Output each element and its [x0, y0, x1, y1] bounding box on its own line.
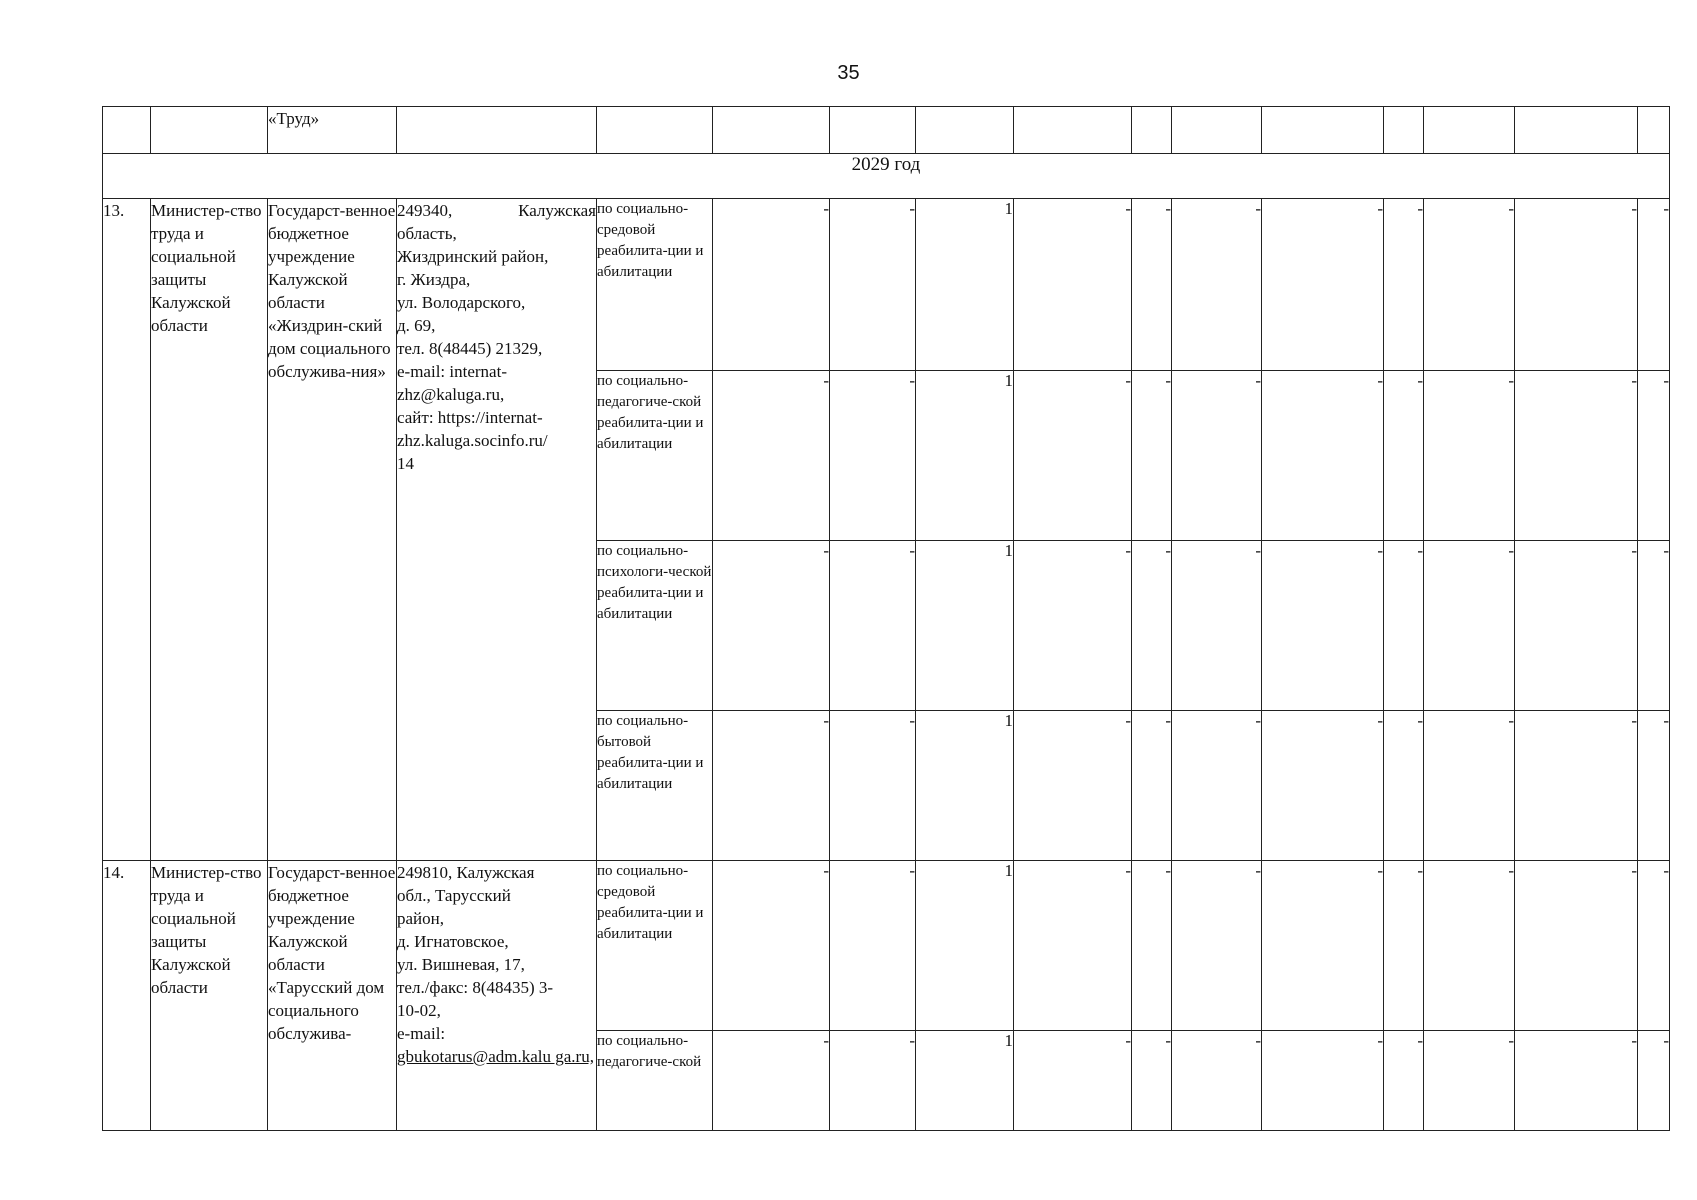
value-cell: - [713, 371, 830, 541]
value-cell: - [1172, 861, 1262, 1031]
value-cell: - [1515, 711, 1638, 861]
value-cell: - [1638, 199, 1670, 371]
value-cell: - [830, 541, 916, 711]
value-cell: - [1424, 1031, 1515, 1131]
value-cell: - [1424, 541, 1515, 711]
value-cell: - [1132, 371, 1172, 541]
email-link[interactable]: gbukotarus@adm.kalu ga.ru, [397, 1047, 594, 1066]
address-cell [397, 199, 597, 861]
value-cell: 1 [916, 199, 1014, 371]
value-cell: - [1172, 199, 1262, 371]
address-line: район, [397, 909, 444, 928]
value-cell: - [1515, 541, 1638, 711]
value-cell: 1 [916, 1031, 1014, 1131]
value-cell: - [1424, 861, 1515, 1031]
cell [713, 107, 830, 154]
ministry-cell: Министер-ство труда и социальной защиты Калужской области [151, 199, 268, 861]
value-cell: - [1262, 711, 1384, 861]
address-line: сайт: https://internat- [397, 408, 543, 427]
address-line: обл., Тарусский [397, 886, 511, 905]
service-name: по социально-средовой реабилита-ции и абилитации [597, 861, 713, 1031]
service-name: по социально-средовой реабилита-ции и абилитации [597, 199, 713, 371]
address-line: ул. Вишневая, 17, [397, 955, 525, 974]
value-cell: - [1132, 861, 1172, 1031]
value-cell: - [1014, 1031, 1132, 1131]
page-number: 35 [837, 62, 860, 84]
service-name: по социально-бытовой реабилита-ции и абилитации [597, 711, 713, 861]
cell [1384, 107, 1424, 154]
value-cell: - [830, 1031, 916, 1131]
value-cell: - [1384, 711, 1424, 861]
table-row [103, 861, 1670, 1031]
address-line: Жиздринский район, [397, 247, 549, 266]
address-line: 249340, Калужская область, [397, 201, 596, 243]
institution-cont-cell: «Труд» [268, 107, 397, 154]
table-row [103, 199, 1670, 371]
value-cell: - [1515, 371, 1638, 541]
cell [151, 107, 268, 154]
value-cell: - [1014, 371, 1132, 541]
value-cell: - [1424, 199, 1515, 371]
value-cell: - [1262, 861, 1384, 1031]
value-cell: - [1424, 711, 1515, 861]
value-cell: - [1638, 711, 1670, 861]
service-name: по социально-педагогиче-ской [597, 1031, 713, 1131]
address-cell [397, 861, 597, 1131]
cell [103, 107, 151, 154]
value-cell: - [1384, 861, 1424, 1031]
address-line: тел. 8(48445) 21329, [397, 339, 543, 358]
value-cell: - [713, 861, 830, 1031]
value-cell: - [1384, 541, 1424, 711]
value-cell: - [1262, 199, 1384, 371]
value-cell: 1 [916, 541, 1014, 711]
value-cell: - [1638, 371, 1670, 541]
entry-number: 14. [103, 861, 151, 1131]
address-line: д. Игнатовское, [397, 932, 509, 951]
year-label: 2029 год [103, 154, 1670, 199]
value-cell: 1 [916, 711, 1014, 861]
address-line: г. Жиздра, [397, 270, 471, 289]
value-cell: - [1638, 1031, 1670, 1131]
value-cell: - [1515, 861, 1638, 1031]
address-line: zhz.kaluga.socinfo.ru/ [397, 431, 548, 450]
value-cell: - [713, 541, 830, 711]
value-cell: - [830, 199, 916, 371]
value-cell: - [1384, 371, 1424, 541]
continuation-row [103, 107, 1670, 154]
cell [397, 107, 597, 154]
cell [1172, 107, 1262, 154]
value-cell: - [1132, 1031, 1172, 1131]
address-line: e-mail: internat- [397, 362, 507, 381]
cell [1424, 107, 1515, 154]
address-line: 14 [397, 454, 414, 473]
address-line: ул. Володарского, [397, 293, 526, 312]
address-line: 249810, Калужская [397, 863, 535, 882]
value-cell: - [1424, 371, 1515, 541]
address-line: zhz@kaluga.ru, [397, 385, 505, 404]
cell [1132, 107, 1172, 154]
value-cell: - [1132, 711, 1172, 861]
value-cell: - [713, 1031, 830, 1131]
service-name: по социально-педагогиче-ской реабилита-ции и абилитации [597, 371, 713, 541]
value-cell: - [1515, 199, 1638, 371]
institution-cell: Государст-венное бюджетное учреждение Калужской области «Тарусский дом социального обслужива- [268, 861, 397, 1131]
cell [1638, 107, 1670, 154]
value-cell: 1 [916, 861, 1014, 1031]
value-cell: - [1384, 199, 1424, 371]
value-cell: - [1014, 861, 1132, 1031]
cell [1262, 107, 1384, 154]
value-cell: - [1384, 1031, 1424, 1131]
address-line: e-mail: [397, 1024, 446, 1043]
value-cell: - [1014, 199, 1132, 371]
entry-number: 13. [103, 199, 151, 861]
value-cell: - [1638, 861, 1670, 1031]
value-cell: - [1172, 541, 1262, 711]
facilities-table [102, 106, 1670, 1131]
value-cell: - [1014, 541, 1132, 711]
value-cell: - [1515, 1031, 1638, 1131]
cell [1014, 107, 1132, 154]
cell [830, 107, 916, 154]
value-cell: - [1172, 711, 1262, 861]
value-cell: - [713, 711, 830, 861]
value-cell: - [830, 861, 916, 1031]
value-cell: - [830, 711, 916, 861]
value-cell: - [1014, 711, 1132, 861]
value-cell: - [1638, 541, 1670, 711]
cell [1515, 107, 1638, 154]
value-cell: - [1262, 1031, 1384, 1131]
value-cell: - [1262, 541, 1384, 711]
value-cell: - [1132, 541, 1172, 711]
ministry-cell: Министер-ство труда и социальной защиты Калужской области [151, 861, 268, 1131]
value-cell: - [1172, 371, 1262, 541]
service-name: по социально-психологи-ческой реабилита-ции и абилитации [597, 541, 713, 711]
address-line: тел./факс: 8(48435) 3- [397, 978, 554, 997]
value-cell: - [1262, 371, 1384, 541]
value-cell: - [1172, 1031, 1262, 1131]
cell [597, 107, 713, 154]
cell [916, 107, 1014, 154]
value-cell: - [1132, 199, 1172, 371]
year-row [103, 154, 1670, 199]
value-cell: 1 [916, 371, 1014, 541]
value-cell: - [830, 371, 916, 541]
address-line: 10-02, [397, 1001, 441, 1020]
value-cell: - [713, 199, 830, 371]
institution-cell: Государст-венное бюджетное учреждение Калужской области «Жиздрин-ский дом социального обслужива-ния» [268, 199, 397, 861]
address-line: д. 69, [397, 316, 436, 335]
